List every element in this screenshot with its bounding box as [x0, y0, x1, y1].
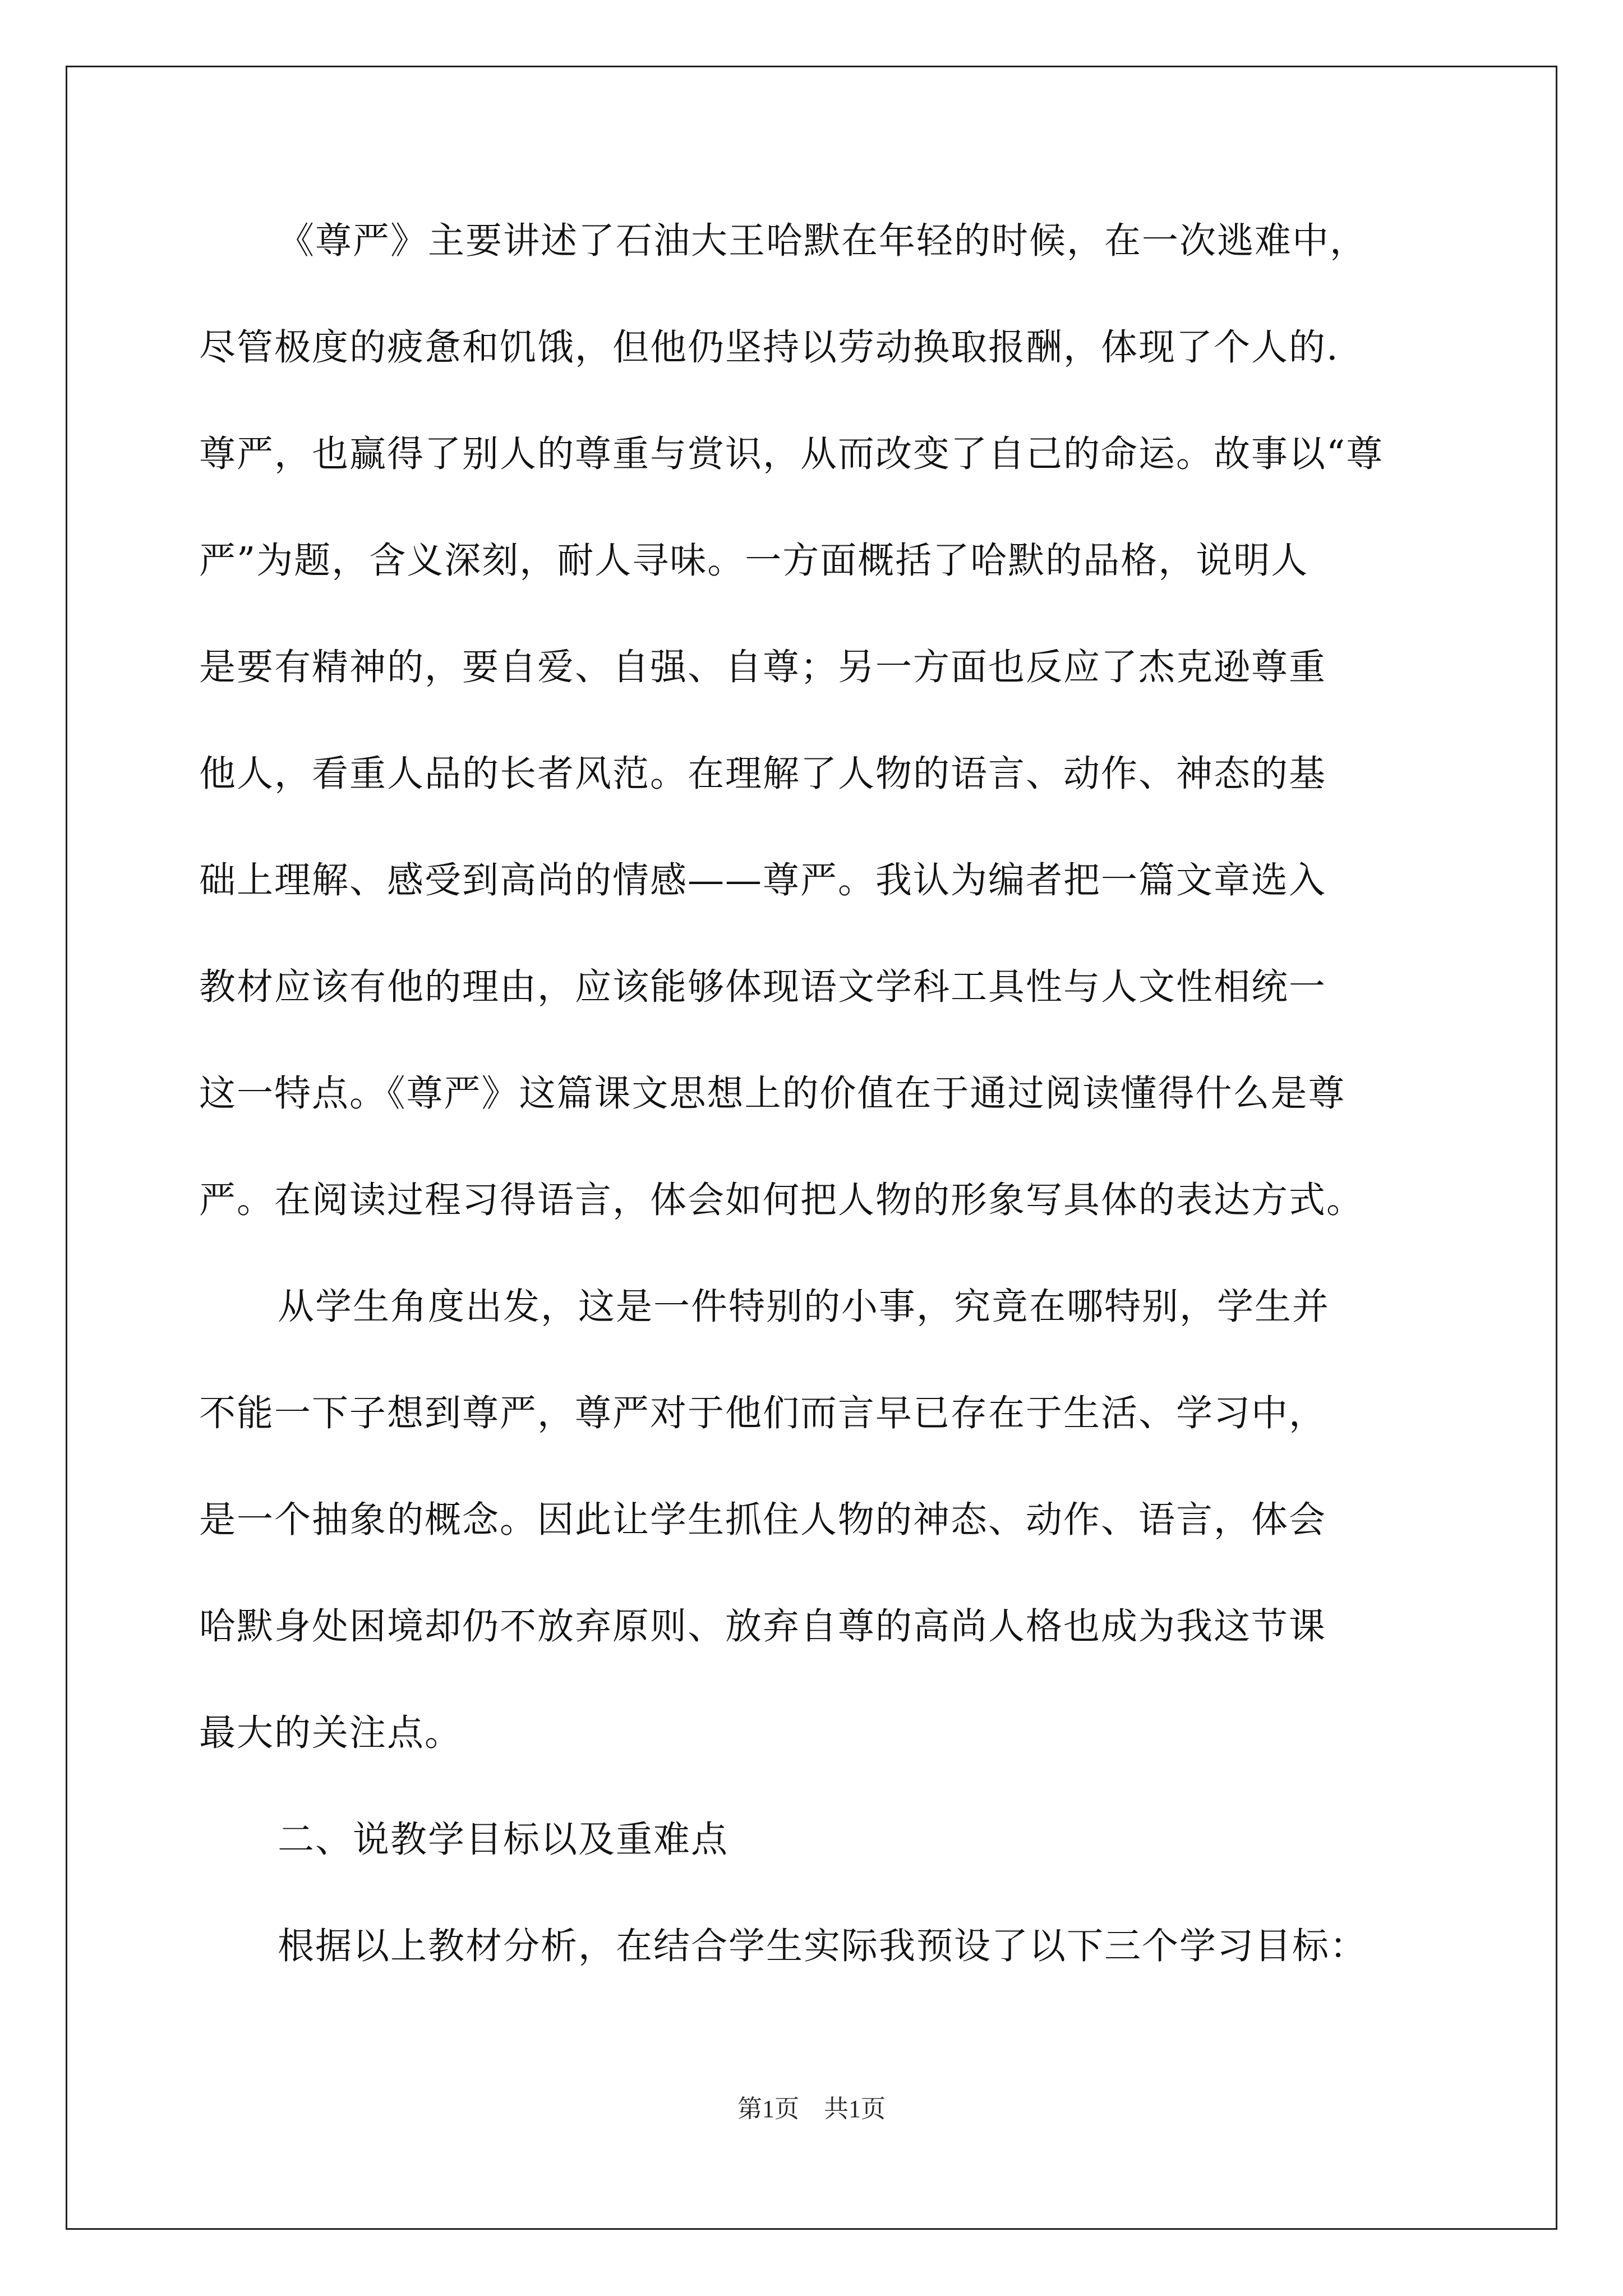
page-number-footer: 第1页 共1页	[737, 2095, 886, 2123]
section-heading: 二、说教学目标以及重难点	[278, 1819, 729, 1861]
paragraph-1-line-7: 础上理解、感受到高尚的情感——尊严。我认为编者把一篇文章选入	[199, 859, 1327, 901]
paragraph-2-line-1: 从学生角度出发，这是一件特别的小事，究竟在哪特别，学生并	[278, 1286, 1330, 1328]
paragraph-3-line-1: 根据以上教材分析，在结合学生实际我预设了以下三个学习目标：	[278, 1925, 1368, 1967]
paragraph-1-line-5: 是要有精神的，要自爱、自强、自尊；另一方面也反应了杰克逊尊重	[199, 646, 1327, 688]
paragraph-1-line-2: 尽管极度的疲惫和饥饿，但他仍坚持以劳动换取报酬，体现了个人的.	[199, 326, 1339, 369]
paragraph-1-line-8: 教材应该有他的理由，应该能够体现语文学科工具性与人文性相统一	[199, 966, 1327, 1008]
paragraph-2-line-2: 不能一下子想到尊严，尊严对于他们而言早已存在于生活、学习中，	[199, 1392, 1327, 1434]
paragraph-1-line-3: 尊严，也赢得了别人的尊重与赏识，从而改变了自己的命运。故事以“尊	[199, 433, 1384, 475]
paragraph-1-line-10: 严。在阅读过程习得语言，体会如何把人物的形象写具体的表达方式。	[199, 1179, 1364, 1221]
page-border	[66, 66, 1557, 2230]
paragraph-1-line-4: 严”为题，含义深刻，耐人寻味。一方面概括了哈默的品格，说明人	[199, 540, 1309, 582]
paragraph-2-line-4: 哈默身处困境却仍不放弃原则、放弃自尊的高尚人格也成为我这节课	[199, 1605, 1327, 1648]
paragraph-1-line-1: 《尊严》主要讲述了石油大王哈默在年轻的时候，在一次逃难中，	[278, 220, 1368, 262]
paragraph-2-line-5: 最大的关注点。	[199, 1712, 463, 1754]
paragraph-1-line-9: 这一特点。《尊严》这篇课文思想上的价值在于通过阅读懂得什么是尊	[199, 1073, 1346, 1115]
paragraph-2-line-3: 是一个抽象的概念。因此让学生抓住人物的神态、动作、语言，体会	[199, 1499, 1327, 1541]
paragraph-1-line-6: 他人，看重人品的长者风范。在理解了人物的语言、动作、神态的基	[199, 753, 1327, 795]
